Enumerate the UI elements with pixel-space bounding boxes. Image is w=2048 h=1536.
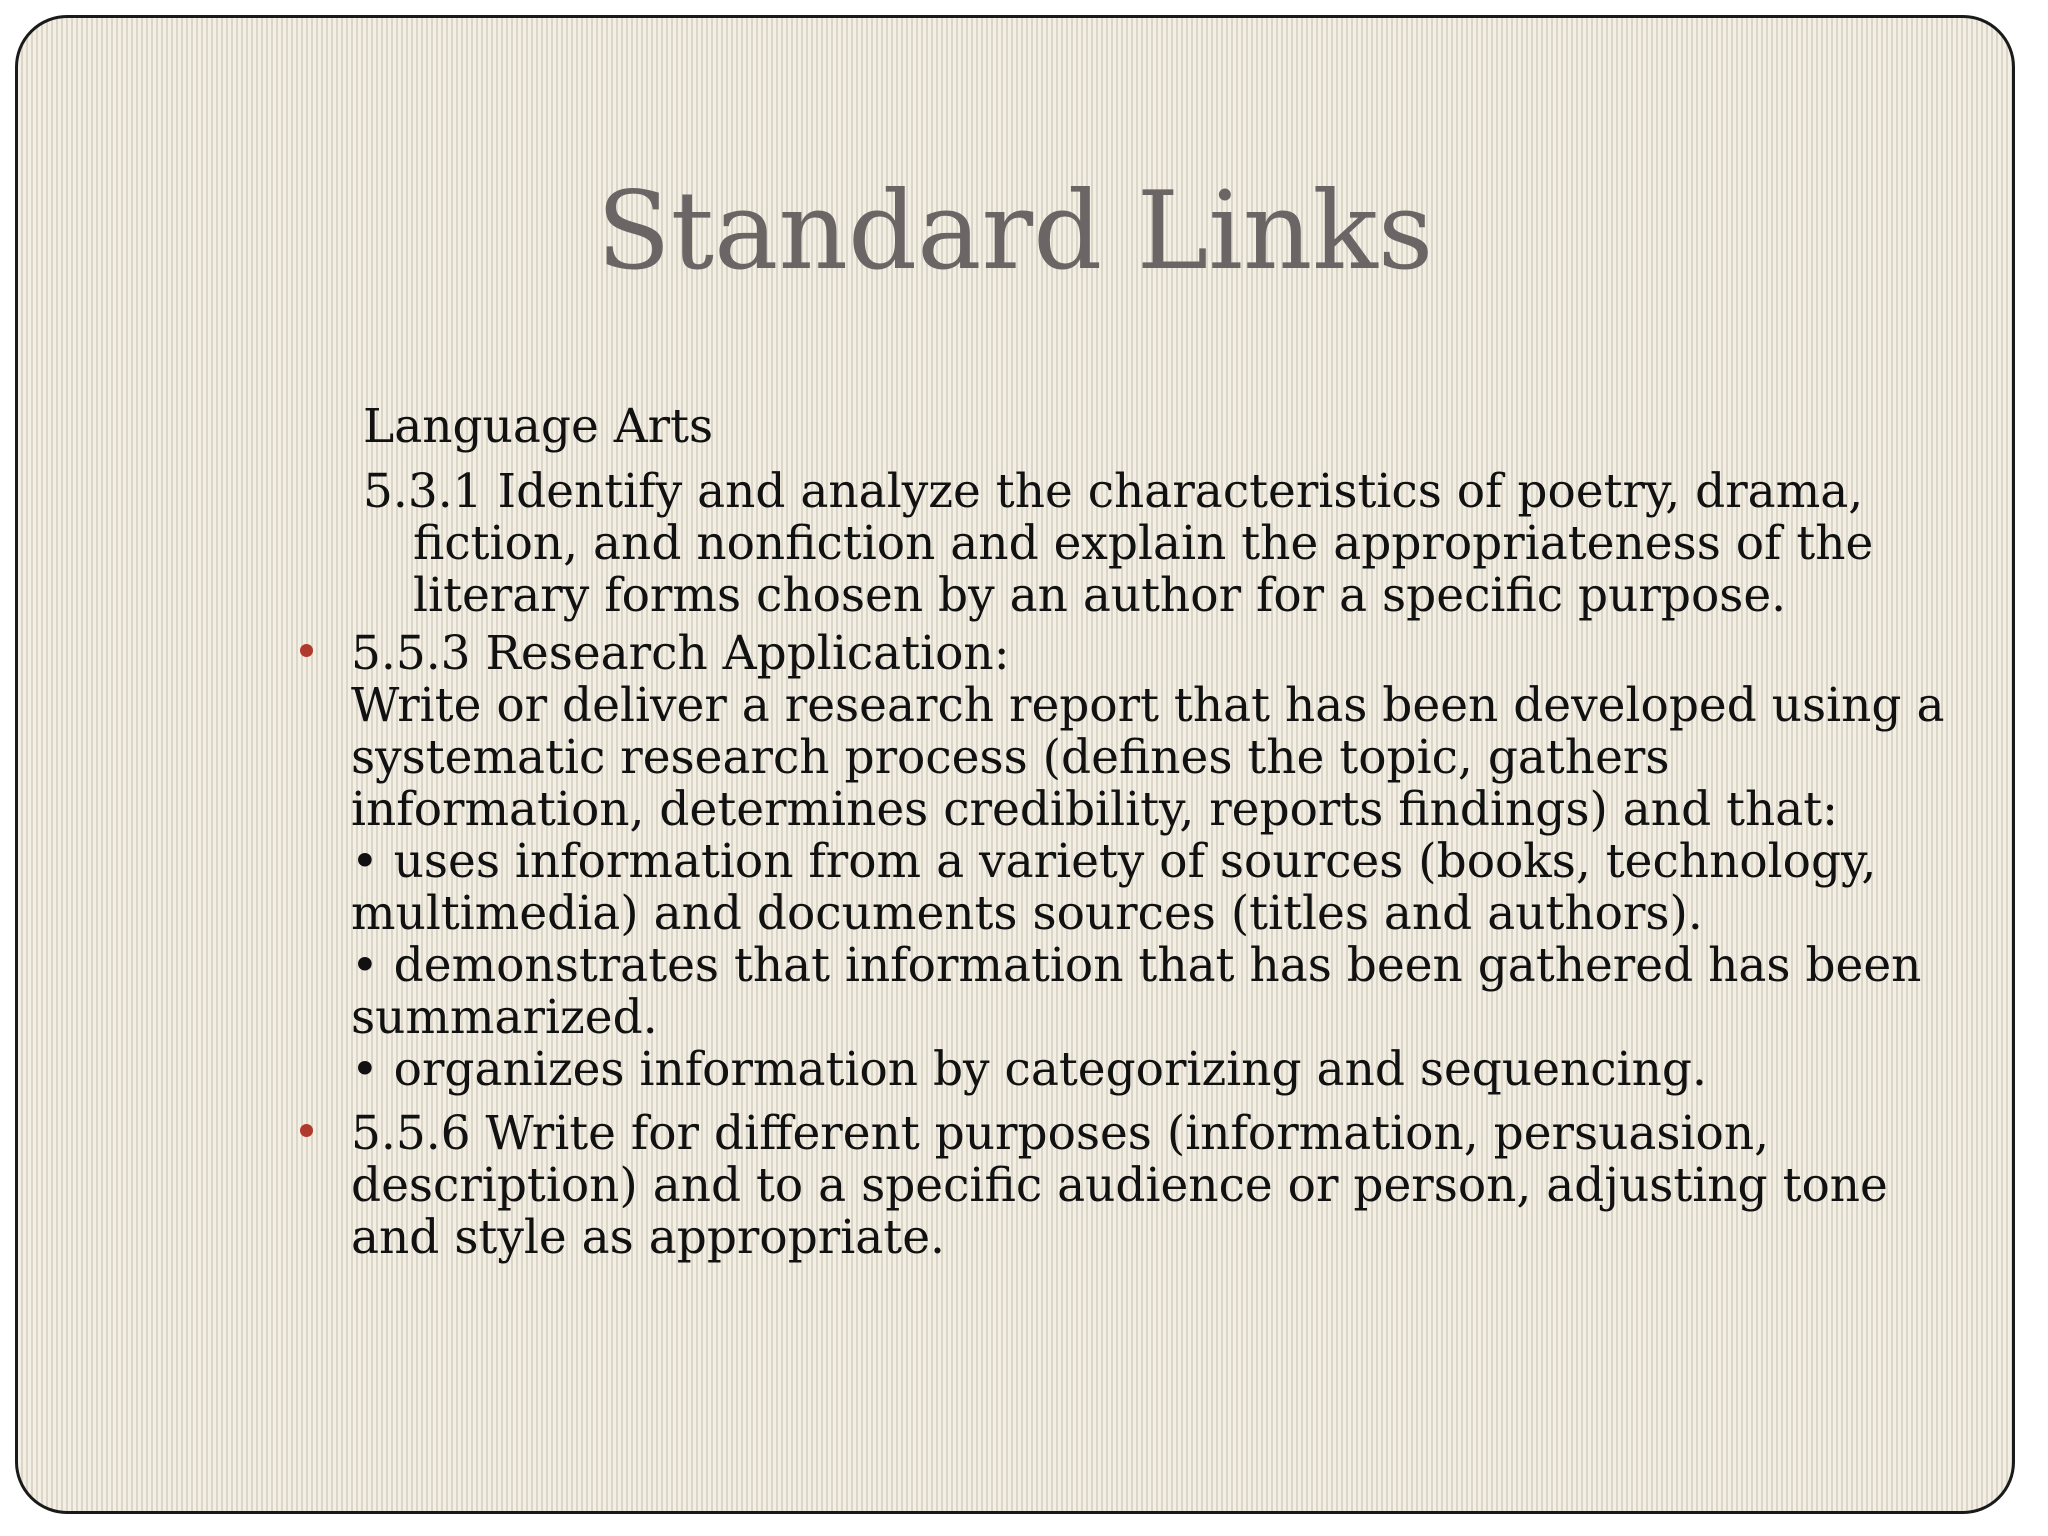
standard-553-line-8: summarized. xyxy=(351,990,658,1045)
slide-title: Standard Links xyxy=(596,169,1434,294)
bullet-icon xyxy=(300,644,313,657)
standard-553-line-5: • uses information from a variety of sources (books, technology, xyxy=(351,834,1877,889)
standard-556-line-1: 5.5.6 Write for different purposes (information, persuasion, xyxy=(351,1106,1770,1161)
standard-553-line-3: systematic research process (defines the topic, gathers xyxy=(351,730,1670,785)
standard-556-line-3: and style as appropriate. xyxy=(351,1210,945,1265)
standard-531-line-3: literary forms chosen by an author for a specific purpose. xyxy=(413,568,1787,623)
standard-553-line-2: Write or deliver a research report that has been developed using a xyxy=(351,678,1945,733)
standard-553-line-7: • demonstrates that information that has been gathered has been xyxy=(351,938,1922,993)
standard-531-line-2: fiction, and nonfiction and explain the appropriateness of the xyxy=(413,516,1874,571)
subject-heading: Language Arts xyxy=(363,399,714,454)
standard-553-line-1: 5.5.3 Research Application: xyxy=(351,626,1010,681)
standard-553-line-9: • organizes information by categorizing and sequencing. xyxy=(351,1042,1707,1097)
standard-556-line-2: description) and to a specific audience or person, adjusting tone xyxy=(351,1158,1888,1213)
bullet-icon xyxy=(300,1124,313,1137)
standard-553-line-4: information, determines credibility, reports findings) and that: xyxy=(351,782,1838,837)
standard-531-line-1: 5.3.1 Identify and analyze the characteristics of poetry, drama, xyxy=(363,464,1864,519)
standard-553-line-6: multimedia) and documents sources (titles and authors). xyxy=(351,886,1703,941)
slide xyxy=(15,15,2015,1514)
